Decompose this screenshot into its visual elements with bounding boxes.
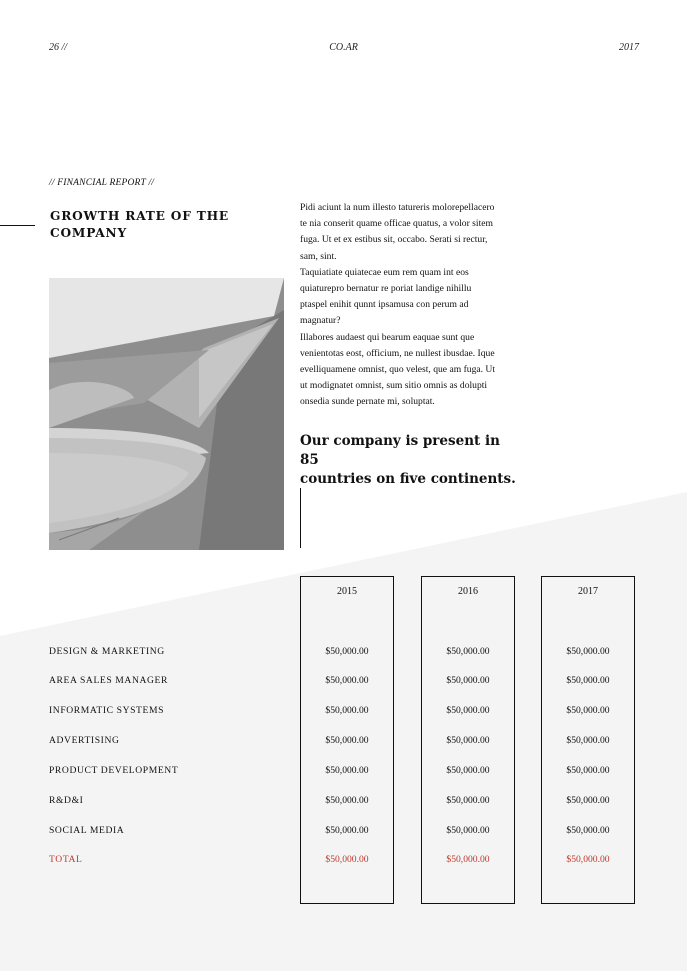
vertical-rule: [300, 488, 301, 548]
table-cell: $50,000.00: [325, 675, 369, 686]
table-cell: $50,000.00: [566, 675, 610, 686]
table-cell: $50,000.00: [566, 795, 610, 806]
architecture-photo: [49, 278, 284, 550]
body-line: sam, sint.: [300, 250, 337, 262]
body-line: Taquiatiate quiatecae eum rem quam int eos: [300, 266, 469, 278]
table-cell: $50,000.00: [446, 825, 490, 836]
quote-line: Our company is present in 85: [300, 433, 500, 468]
body-line: te nia conserit quame officae quatus, a volor sitem: [300, 218, 493, 230]
row-label: ADVERTISING: [49, 735, 120, 746]
table-cell: $50,000.00: [325, 646, 369, 657]
row-label: R&D&I: [49, 795, 84, 806]
table-cell: $50,000.00: [325, 795, 369, 806]
table-cell: $50,000.00: [325, 735, 369, 746]
table-cell: $50,000.00: [446, 795, 490, 806]
row-label: PRODUCT DEVELOPMENT: [49, 765, 179, 776]
table-cell: $50,000.00: [566, 646, 610, 657]
pull-quote: [300, 432, 520, 489]
body-line: venientotas eost, officium, ne nullest ibusdae. Ique: [300, 347, 495, 359]
row-label: DESIGN & MARKETING: [49, 646, 165, 657]
body-line: Illabores audaest qui bearum eaquae sunt que: [300, 331, 475, 343]
table-cell: $50,000.00: [566, 705, 610, 716]
column-header: 2015: [337, 586, 357, 597]
title-line: COMPANY: [50, 226, 127, 240]
table-cell: $50,000.00: [325, 765, 369, 776]
page-title: [50, 208, 250, 242]
body-line: fuga. Ut et ex estibus sit, occabo. Serati si rectur,: [300, 234, 488, 246]
table-cell: $50,000.00: [446, 705, 490, 716]
table-cell: $50,000.00: [446, 765, 490, 776]
header-year: 2017: [619, 42, 639, 53]
column-header: 2016: [458, 586, 478, 597]
table-cell: $50,000.00: [446, 646, 490, 657]
body-line: ptaspel enihit qunnt ipsamusa con perum ad: [300, 299, 469, 311]
body-line: ut modignatet omnist, sum sitio omnis as dolupti: [300, 380, 488, 392]
total-cell: $50,000.00: [566, 854, 610, 865]
body-line: Pidi aciunt la num illesto tatureris molorepellacero: [300, 202, 495, 213]
row-label: INFORMATIC SYSTEMS: [49, 705, 165, 716]
row-label: AREA SALES MANAGER: [49, 675, 169, 686]
total-cell: $50,000.00: [446, 854, 490, 865]
total-label: TOTAL: [49, 854, 83, 865]
accent-rule: [0, 225, 35, 226]
table-cell: $50,000.00: [325, 705, 369, 716]
body-paragraph: [300, 200, 520, 411]
table-cell: $50,000.00: [325, 825, 369, 836]
body-line: onsedia sunde pernate mi, soluptat.: [300, 396, 435, 408]
table-cell: $50,000.00: [566, 765, 610, 776]
brand-name: CO.AR: [329, 42, 358, 53]
quote-line: countries on five continents.: [300, 471, 516, 487]
body-line: magnatur?: [300, 315, 341, 327]
total-cell: $50,000.00: [325, 854, 369, 865]
body-line: quiaturepro bernatur re poriat landige nihillu: [300, 283, 472, 295]
table-cell: $50,000.00: [566, 825, 610, 836]
page-number: 26 //: [49, 42, 68, 53]
body-line: evelliquamene omnist, quo velest, que am fuga. Ut: [300, 364, 496, 376]
title-line: GROWTH RATE OF THE: [50, 209, 229, 223]
column-header: 2017: [578, 586, 598, 597]
table-cell: $50,000.00: [446, 735, 490, 746]
section-label: // FINANCIAL REPORT //: [49, 178, 155, 188]
row-label: SOCIAL MEDIA: [49, 825, 125, 836]
table-cell: $50,000.00: [446, 675, 490, 686]
table-cell: $50,000.00: [566, 735, 610, 746]
